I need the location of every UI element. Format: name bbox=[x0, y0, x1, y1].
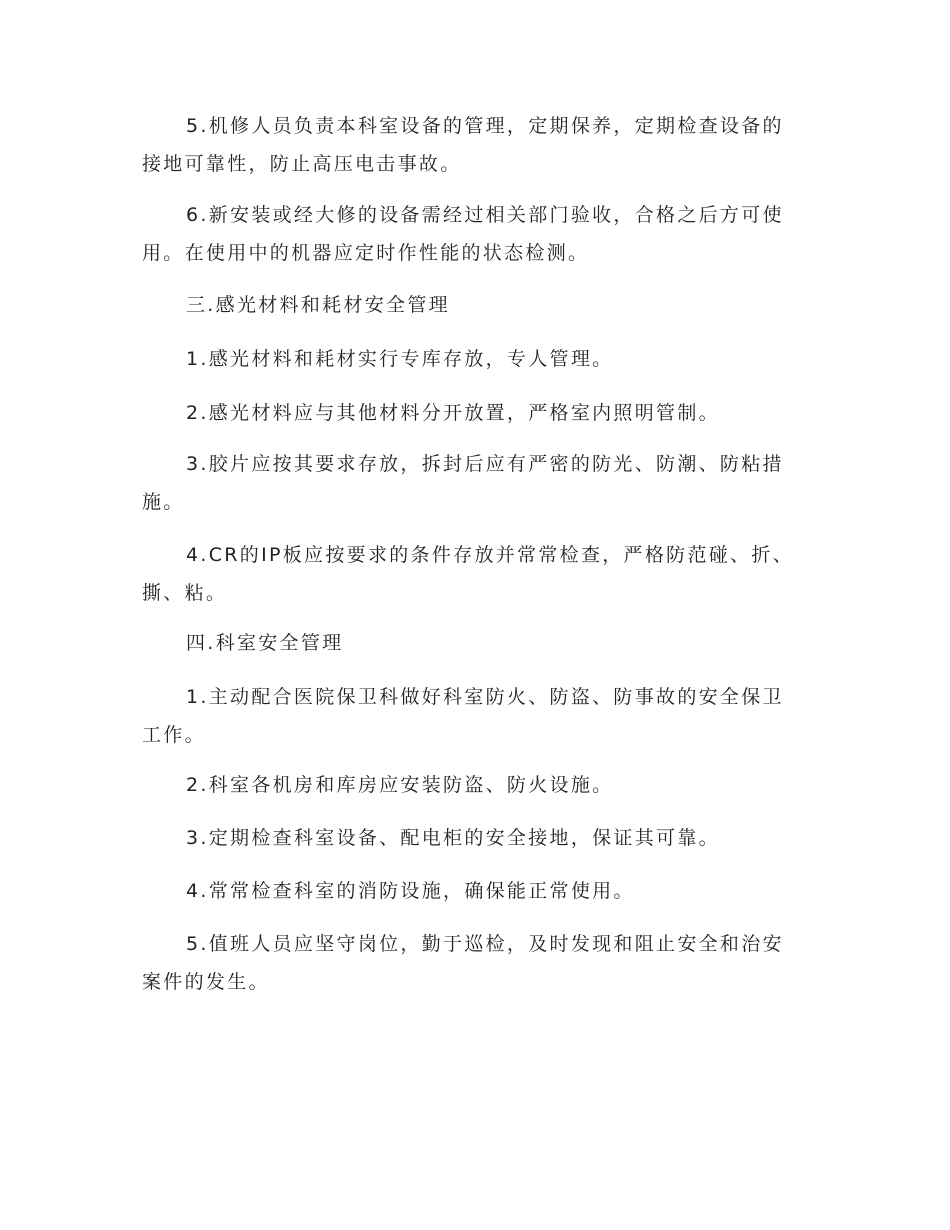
paragraph-cr-ip-plate: 4.CR的IP板应按要求的条件存放并常常检查，严格防范碰、折、撕、粘。 bbox=[142, 544, 794, 604]
paragraph-fire-facilities: 4.常常检查科室的消防设施，确保能正常使用。 bbox=[186, 880, 635, 902]
section-heading-photosensitive-materials: 三.感光材料和耗材安全管理 bbox=[186, 294, 450, 316]
paragraph-anti-theft-facilities: 2.科室各机房和库房应安装防盗、防火设施。 bbox=[186, 774, 614, 796]
paragraph-film-storage: 3.胶片应按其要求存放，拆封后应有严密的防光、防潮、防粘措施。 bbox=[142, 453, 784, 513]
paragraph-grounding-check: 3.定期检查科室设备、配电柜的安全接地，保证其可靠。 bbox=[186, 827, 720, 849]
paragraph-duty-staff: 5.值班人员应坚守岗位，勤于巡检，及时发现和阻止安全和治安案件的发生。 bbox=[142, 933, 784, 993]
section-heading-department-safety: 四.科室安全管理 bbox=[186, 632, 344, 654]
paragraph-storage: 1.感光材料和耗材实行专库存放，专人管理。 bbox=[186, 348, 614, 370]
paragraph-new-equipment-acceptance: 6.新安装或经大修的设备需经过相关部门验收，合格之后方可使用。在使用中的机器应定时作性能的状态检测。 bbox=[142, 204, 784, 264]
paragraph-equipment-maintenance: 5.机修人员负责本科室设备的管理，定期保养，定期检查设备的接地可靠性，防止高压电击事故。 bbox=[142, 115, 784, 175]
paragraph-security-cooperation: 1.主动配合医院保卫科做好科室防火、防盗、防事故的安全保卫工作。 bbox=[142, 686, 784, 746]
paragraph-separate-placement: 2.感光材料应与其他材料分开放置，严格室内照明管制。 bbox=[186, 402, 720, 424]
